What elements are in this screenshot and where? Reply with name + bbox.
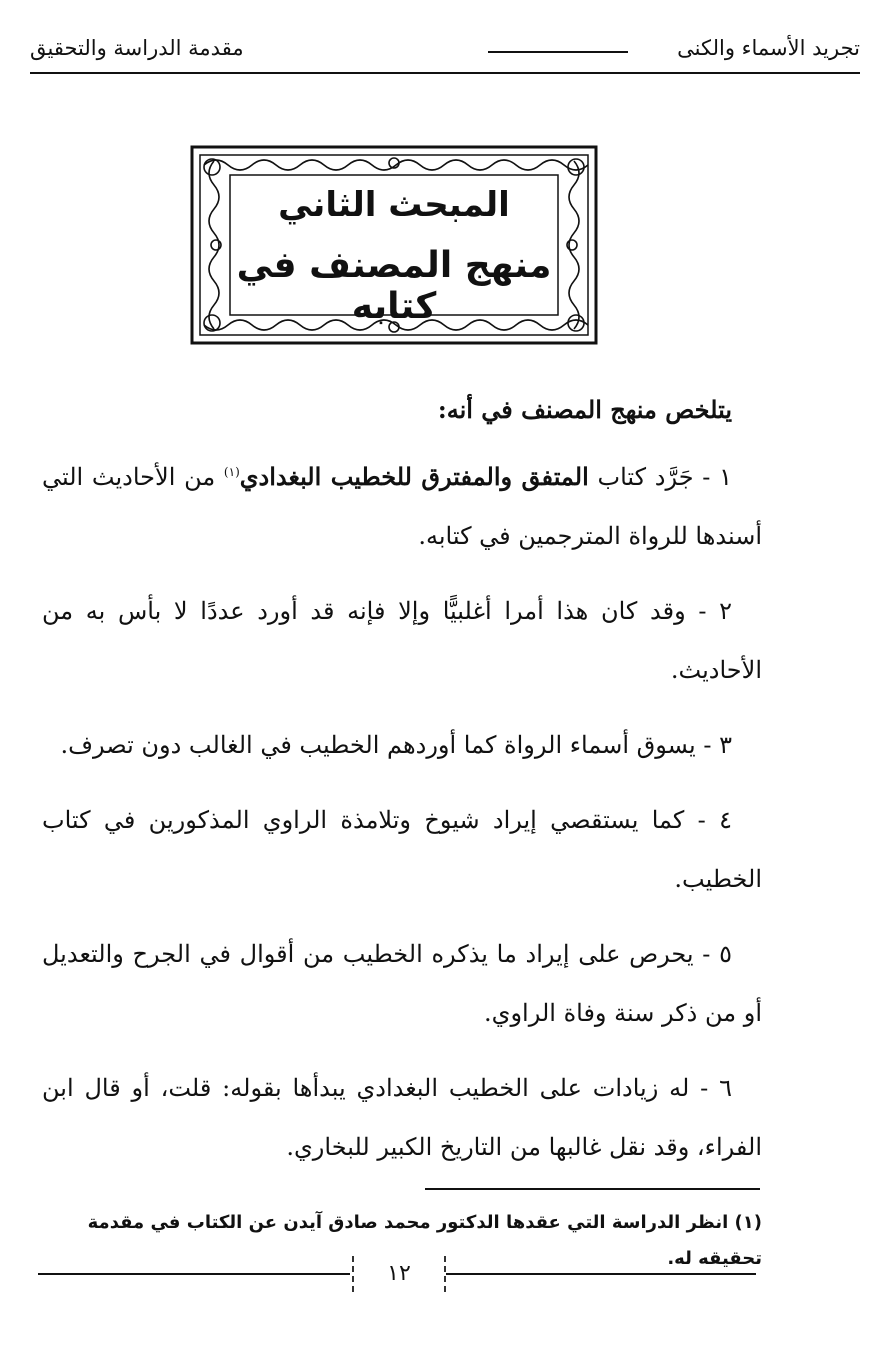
page-number: ١٢	[352, 1256, 446, 1292]
section-subtitle: منهج المصنف في كتابه	[236, 245, 552, 327]
header-dash	[488, 51, 628, 53]
list-item	[42, 925, 762, 1043]
item-number: ٣ -	[695, 731, 732, 759]
item-number: ٥ -	[693, 940, 732, 968]
list-item	[42, 1059, 762, 1177]
item-text: يسوق أسماء الرواة كما أوردهم الخطيب في الغالب دون تصرف.	[60, 731, 696, 759]
item-text: من الأحاديث التي أسندها للرواة المترجمين في كتابه.	[42, 463, 762, 550]
section-heading: المبحث الثاني	[278, 185, 510, 225]
item-text: كما يستقصي إيراد شيوخ وتلامذة الراوي المذكورين في كتاب الخطيب.	[42, 806, 762, 893]
header-book-title: تجريد الأسماء والكنى	[677, 36, 860, 60]
book-title: المتفق والمفترق للخطيب البغدادي	[239, 462, 589, 491]
item-number: ٦ -	[689, 1074, 732, 1102]
item-text: يحرص على إيراد ما يذكره الخطيب من أقوال في الجرح والتعديل أو من ذكر سنة وفاة الراوي.	[42, 940, 762, 1027]
item-text: جَرَّد كتاب	[588, 463, 694, 491]
list-item	[42, 791, 762, 909]
list-item	[42, 447, 762, 566]
footnote-marker[interactable]: (١)	[223, 465, 240, 479]
section-title-frame	[190, 145, 598, 345]
item-number: ٤ -	[684, 806, 732, 834]
page-rule-right	[446, 1273, 756, 1275]
page-rule-left	[38, 1273, 350, 1275]
header-section-title: مقدمة الدراسة والتحقيق	[30, 36, 244, 60]
item-text: له زيادات على الخطيب البغدادي يبدأها بقوله: قلت، أو قال ابن الفراء، وقد نقل غالبها من التاريخ الكبير للبخاري.	[42, 1074, 762, 1161]
header-rule	[30, 72, 860, 74]
body-text	[42, 380, 762, 1193]
running-header	[30, 28, 860, 68]
footnote: (١) انظر الدراسة التي عقدها الدكتور محمد صادق آيدن عن الكتاب في مقدمة تحقيقه له.	[87, 1212, 762, 1269]
list-item	[42, 582, 762, 700]
item-number: ١ -	[693, 463, 732, 491]
intro-paragraph: يتلخص منهج المصنف في أنه:	[437, 395, 732, 424]
item-number: ٢ -	[685, 597, 732, 625]
footnote-rule	[425, 1188, 760, 1190]
item-text: وقد كان هذا أمرا أغلبيًّا وإلا فإنه قد أورد عددًا لا بأس به من الأحاديث.	[42, 597, 762, 684]
list-item	[42, 716, 762, 775]
